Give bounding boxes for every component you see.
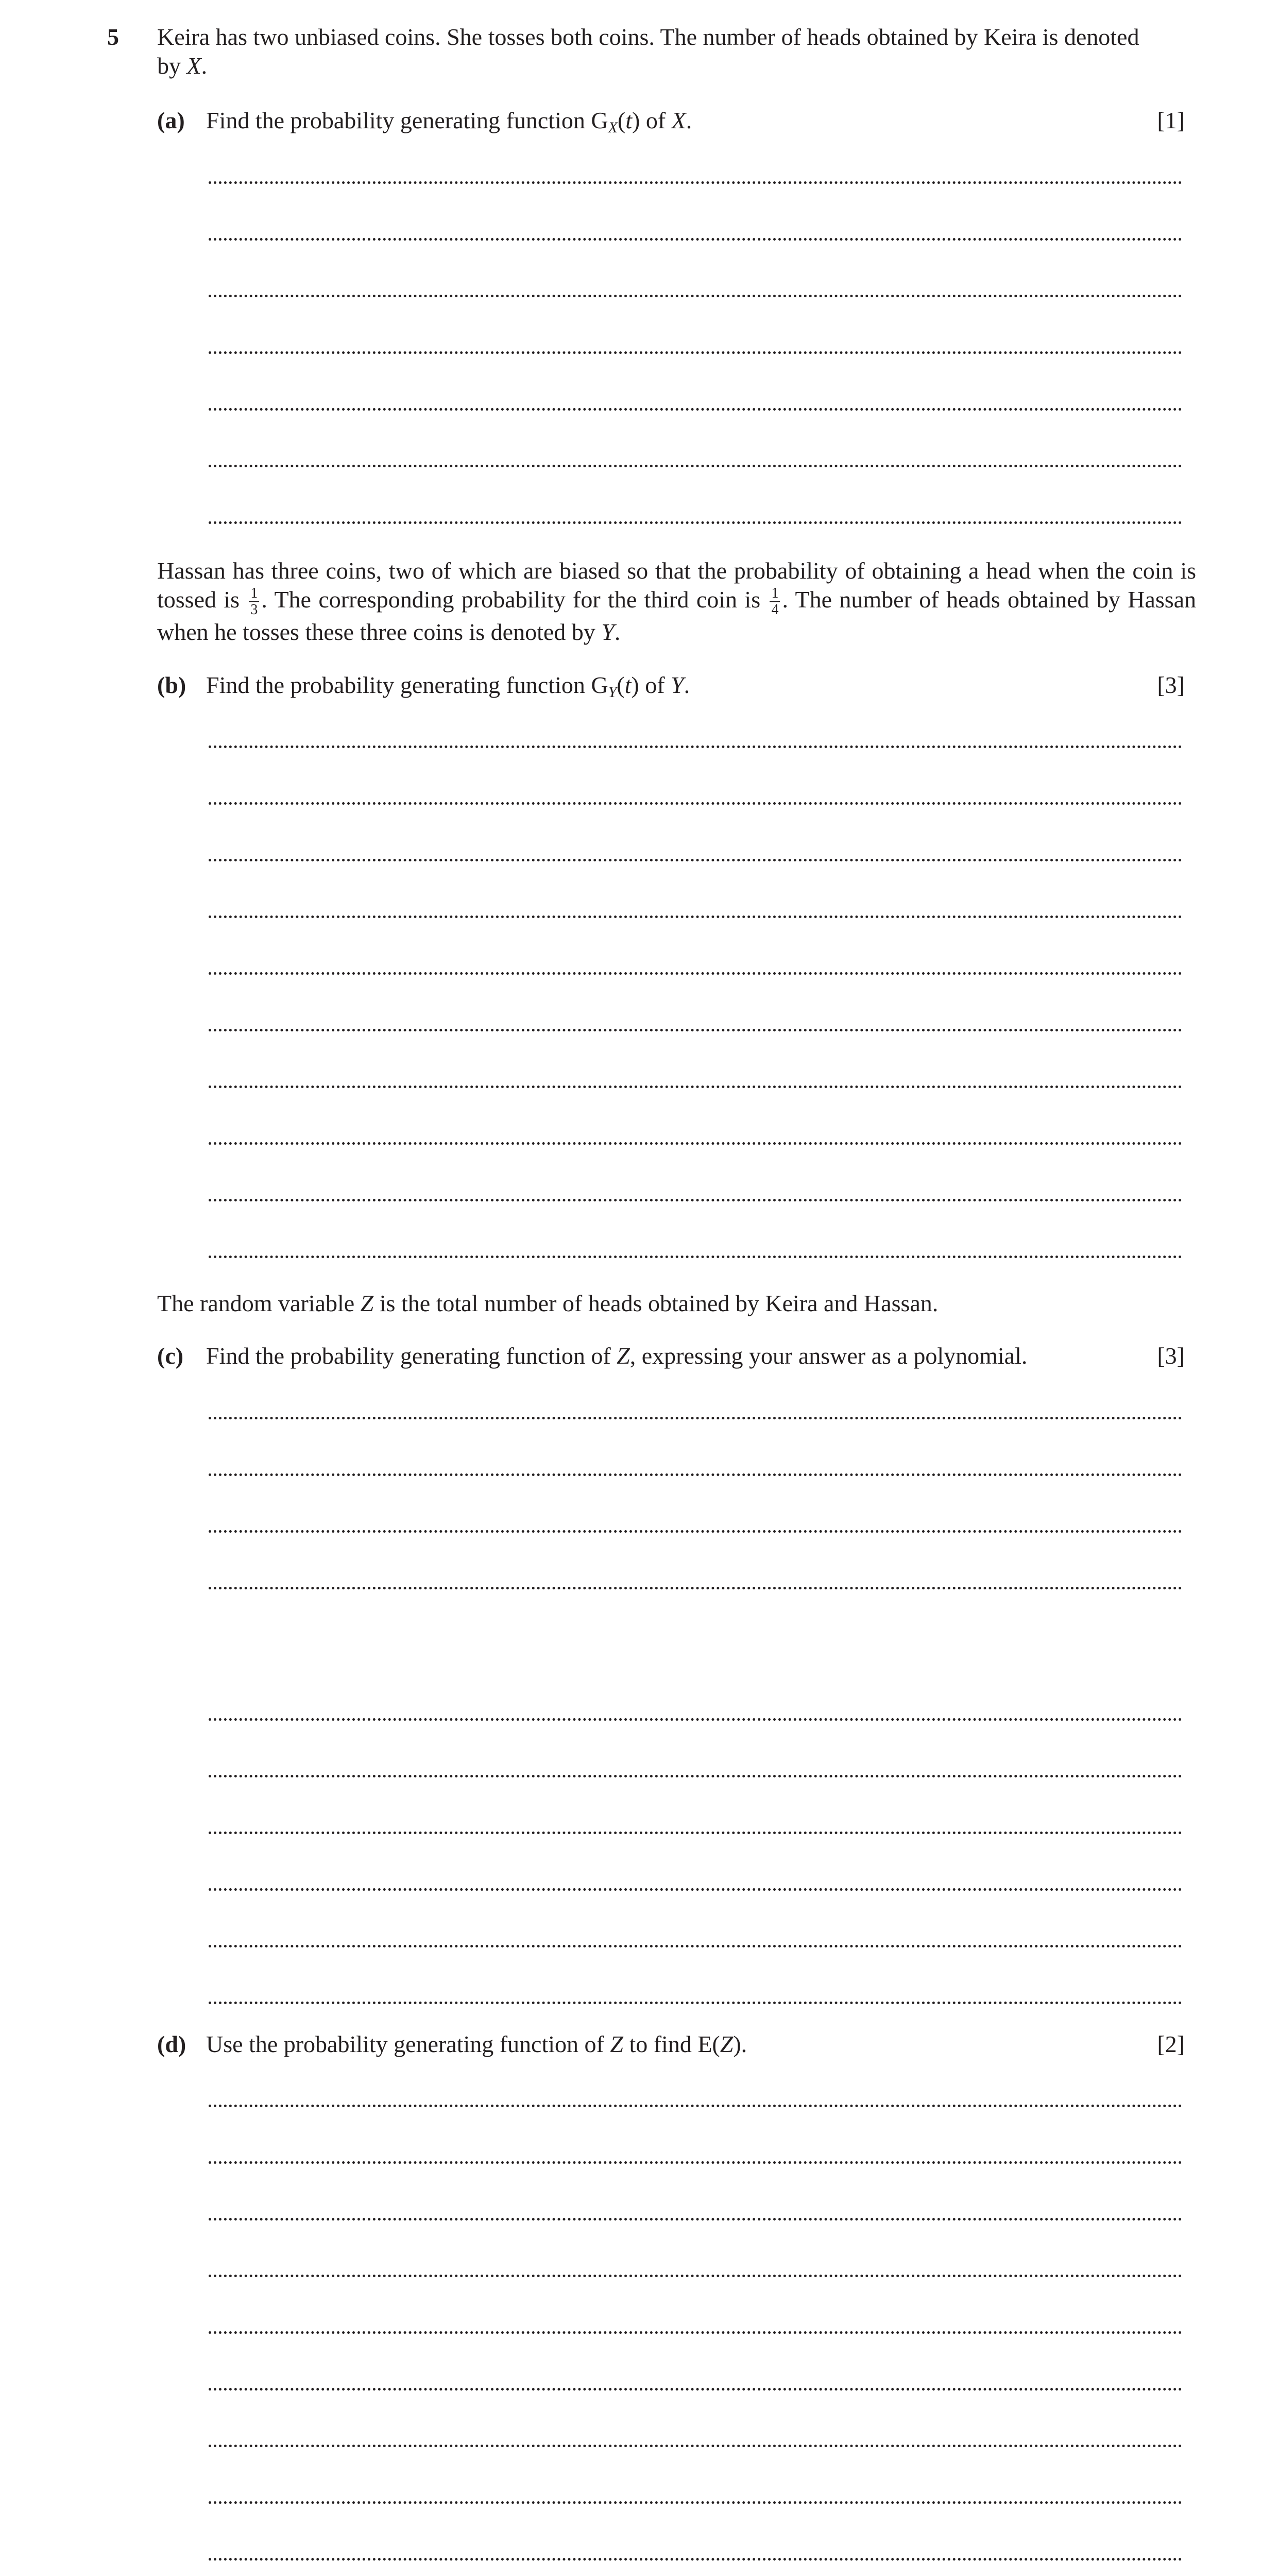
hassan-line2a: coin is tossed is	[157, 557, 1197, 613]
hassan-line2c: . The number of heads obtained	[782, 586, 1089, 613]
part-d-text-a: Use the probability generating function of	[206, 2031, 604, 2057]
frac2-denominator: 4	[771, 602, 779, 618]
part-c-text-b: , expressing your answer as a polynomial.	[629, 1343, 1028, 1369]
part-d-marks: [2]	[1157, 2031, 1185, 2057]
answer-line[interactable]	[209, 916, 1182, 918]
part-a-label: (a)	[157, 107, 185, 133]
answer-line[interactable]	[209, 295, 1182, 297]
answer-line[interactable]	[209, 1199, 1182, 1201]
answer-line[interactable]	[209, 1945, 1182, 1947]
answer-line[interactable]	[209, 408, 1182, 411]
part-d-question	[206, 2030, 747, 2059]
answer-line[interactable]	[209, 2445, 1182, 2447]
part-a-variable: X	[671, 107, 686, 133]
part-c-text-a: Find the probability generating function of	[206, 1343, 611, 1369]
hassan-line3: by Hassan when he tosses these three coins is denoted by	[157, 586, 1197, 646]
part-c-question	[206, 1342, 1027, 1370]
answer-line[interactable]	[209, 1473, 1182, 1476]
answer-line[interactable]	[209, 972, 1182, 975]
part-b-marks: [3]	[1157, 672, 1185, 698]
answer-line[interactable]	[209, 1888, 1182, 1891]
z-intro-text-b: is the total number of heads obtained by Keira and Hassan.	[379, 1290, 939, 1316]
answer-line[interactable]	[209, 745, 1182, 748]
frac1-numerator: 1	[249, 586, 259, 602]
part-a-of: of	[640, 107, 672, 133]
z-intro-text-a: The random variable	[157, 1290, 355, 1316]
part-b-text: Find the probability generating function G	[206, 672, 608, 698]
frac2-numerator: 1	[770, 586, 780, 602]
z-intro-variable: Z	[360, 1290, 374, 1316]
answer-line[interactable]	[209, 2002, 1182, 2004]
question-intro	[157, 23, 1198, 52]
hassan-paragraph: Hassan has three coins, two of which are biased so that the probability of obtaining a head when the coin is tossed is $\frac{1}{3}$ . The corresponding probability for the third coin is $\frac{1}{4}$ . The number of heads obtained by Hassan when he tosses these three coins is denoted by Y.	[157, 557, 1197, 646]
question-intro-line1: Keira has two unbiased coins. She tosses both coins. The number of heads obtained by Keira is denoted	[157, 24, 1139, 50]
question-intro-line2: by X.	[157, 53, 208, 79]
answer-line[interactable]	[209, 1718, 1182, 1721]
answer-line[interactable]	[209, 1142, 1182, 1145]
question-number: 5	[107, 24, 119, 50]
answer-line[interactable]	[209, 802, 1182, 805]
answer-line[interactable]	[209, 2558, 1182, 2561]
answer-line[interactable]	[209, 1256, 1182, 1258]
part-c-label: (c)	[157, 1343, 184, 1369]
intro-by-text: by	[157, 53, 181, 79]
answer-line[interactable]	[209, 1530, 1182, 1533]
part-d-label: (d)	[157, 2031, 186, 2057]
part-a-question: Find the probability generating function $G_X(t)$ of X.	[206, 107, 692, 136]
answer-line[interactable]	[209, 2331, 1182, 2334]
part-a-subscript: X	[608, 119, 618, 136]
answer-line[interactable]	[209, 2501, 1182, 2504]
part-a-text: Find the probability generating function G	[206, 107, 608, 133]
part-b-of: of	[639, 672, 671, 698]
hassan-variable-y: Y	[601, 619, 615, 646]
answer-line[interactable]	[209, 1029, 1182, 1031]
part-b-subscript: Y	[608, 684, 617, 701]
answer-line[interactable]	[209, 181, 1182, 184]
hassan-line1: Hassan has three coins, two of which are biased so that the probability of obtaining a head when the	[157, 557, 1126, 584]
frac1-denominator: 3	[250, 602, 258, 618]
answer-line[interactable]	[209, 238, 1182, 241]
part-d-text-c: ).	[733, 2031, 747, 2057]
answer-line[interactable]	[209, 1086, 1182, 1088]
answer-line[interactable]	[209, 2218, 1182, 2221]
fraction-one-third	[249, 586, 259, 618]
answer-line[interactable]	[209, 1587, 1182, 1589]
part-b-question: Find the probability generating function $G_Y(t)$ of Y.	[206, 672, 690, 701]
fraction-one-quarter	[770, 586, 780, 618]
part-d-variable: Z	[610, 2031, 623, 2057]
answer-line[interactable]	[209, 521, 1182, 524]
answer-line[interactable]	[209, 2105, 1182, 2107]
part-b-label: (b)	[157, 672, 186, 698]
z-intro	[157, 1289, 938, 1318]
part-d-variable2: Z	[720, 2031, 734, 2057]
part-c-variable: Z	[617, 1343, 630, 1369]
answer-line[interactable]	[209, 1775, 1182, 1777]
answer-line[interactable]	[209, 351, 1182, 354]
answer-line[interactable]	[209, 2161, 1182, 2164]
answer-line[interactable]	[209, 859, 1182, 861]
part-b-variable: Y	[671, 672, 684, 698]
hassan-line2b: . The corresponding probability for the third coin is	[261, 586, 761, 613]
part-d-text-b: to find E(	[629, 2031, 720, 2057]
part-c-marks: [3]	[1157, 1343, 1185, 1369]
intro-variable-x: X	[186, 53, 201, 79]
answer-line[interactable]	[209, 2388, 1182, 2391]
answer-line[interactable]	[209, 1832, 1182, 1834]
answer-line[interactable]	[209, 1417, 1182, 1419]
part-a-marks: [1]	[1157, 107, 1185, 133]
answer-line[interactable]	[209, 2275, 1182, 2277]
answer-line[interactable]	[209, 465, 1182, 467]
